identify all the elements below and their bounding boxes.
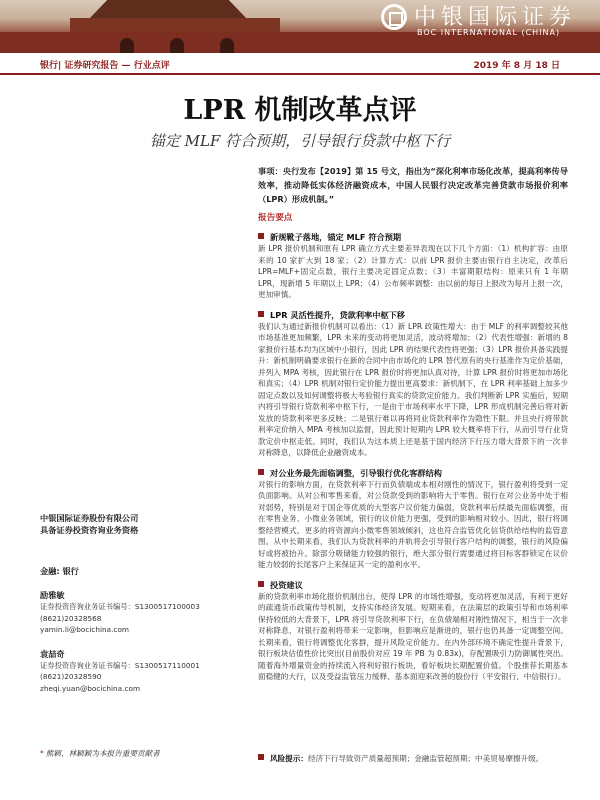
square-bullet-icon xyxy=(258,581,264,587)
summary-heading: 报告要点 xyxy=(258,213,293,223)
section-heading: LPR 灵活性提升，贷款利率中枢下移 xyxy=(258,309,568,321)
logo-english-name: BOC INTERNATIONAL (CHINA) xyxy=(417,28,561,37)
report-header-bar xyxy=(0,55,600,75)
asterisk-icon: * xyxy=(40,749,44,758)
analyst-card xyxy=(40,649,240,695)
analyst-card xyxy=(40,590,240,636)
section-2 xyxy=(258,309,568,459)
section-3 xyxy=(258,467,568,571)
section-1 xyxy=(258,231,568,301)
analyst-cert: 证券投资咨询业务证书编号：S1300517100003 xyxy=(40,602,200,611)
sector-label: 金融: 银行 xyxy=(40,566,79,576)
page-title: LPR 机制改革点评 xyxy=(183,95,417,126)
section-heading: 新规靴子落地，锚定 MLF 符合预期 xyxy=(258,231,568,243)
section-body: 我们认为通过新报价机制可以看出：（1）新 LPR 政策性增大：由于 MLF 的利率调整较其他市场基准更加频繁，LPR 未来的变动将更加灵活，波动将增加；（2）代表性增强：新增的 8 家报价行基本均为区域中小银行，因此 LPR 的结果代表性将更强；（3）LPR 报价具备实践提升：新机制明确要求银行在新的合同中由市场化的 LPR 替代原有的央行基准作为定价基础，并列入 MPA 考核，因此银行在 LPR 报价时将更加认真对待，计算 LPR 报价时将更加市场化和真实；（4）LPR 机制对银行定价能力提出更高要求：新机制下，在 LPR 利率基础上加多少固定点数以及如何调整将极大考验银行真实的贷款定价能力。我们判断新 LPR 实施后，短期内将引导银行贷款利率中枢下行，一是由于市场利率水平下降，LPR 形成机制完善后将对新发放的贷款利率更多反映；二是银行难以再将同业贷款利率作为隐性下限。并且央行将带款利率定价纳入 MPA 考核加以监督，因此预计短期内 LPR 较大概率将下行，从而引导行业贷款定价中枢走低。同时，我们认为这本质上还是基于国内经济下行压力增大背景下的一次非对称降息，以降低企业融资成本。 xyxy=(258,321,568,458)
page-subtitle: 锚定 MLF 符合预期，引导银行贷款中枢下行 xyxy=(149,132,451,150)
analyst-phone: (8621)20328568 xyxy=(40,613,102,623)
square-bullet-icon xyxy=(258,233,264,239)
palace-gate-image xyxy=(170,38,184,53)
square-bullet-icon xyxy=(258,754,264,760)
contributors-footnote: * 熊颖、林颖颖为本报告重要贡献者 xyxy=(40,749,160,758)
section-4 xyxy=(258,579,568,683)
report-date: 2019 年 8 月 18 日 xyxy=(473,61,560,71)
section-body: 对银行的影响方面，在贷款利率下行而负债端成本相对刚性的情况下，银行盈利将受到一定负面影响。从对公和零售来看，对公贷款受到的影响将大于零售。银行在对公业务中处于相对弱势，特别是对于国企等优质的大型客户议价能力偏弱，贷款利率后续最先面临调整，而在零售业务、小微业务领域，银行的议价能力更强，受到的影响相对较小。因此，银行将调整经营模式，更多的将资源向小微零售领域倾斜，这也符合监管优化信贷供给结构的监管意图。从中长期来看，我们认为贷款利率的并轨将会引导银行客户结构的调整，银行的风险偏好或将被抬升。除部分吸储能力较强的银行，绝大部分银行需要通过将目标客群锁定在议价能力较弱的长尾客户上来保证其一定的盈利水平。 xyxy=(258,479,568,570)
risk-label: 风险提示： xyxy=(270,754,308,763)
analyst-phone: (8621)20328590 xyxy=(40,672,102,681)
breadcrumb: 银行| 证券研究报告 — 行业点评 xyxy=(40,61,170,71)
analyst-name: 励雅敏 xyxy=(40,590,65,600)
left-sidebar xyxy=(40,512,240,759)
lede-paragraph: 事项：央行发布【2019】第 15 号文，指出为“深化利率市场化改革，提高利率传导效率，推动降低实体经济融资成本，中国人民银行决定改革完善贷款市场报价利率（LPR）形成机制。” xyxy=(258,166,568,204)
main-column xyxy=(258,164,568,683)
company-logo xyxy=(354,0,600,40)
analyst-email[interactable]: yamin.li@bocichina.com xyxy=(40,625,130,634)
palace-gate-image xyxy=(220,38,234,53)
palace-gate-image xyxy=(120,38,134,53)
risk-text: 经济下行导致资产质量超预期；金融监管超预期；中美贸易摩擦升级。 xyxy=(307,754,544,763)
section-heading: 对公业务最先面临调整，引导银行优化客群结构 xyxy=(258,467,568,479)
header-banner xyxy=(0,0,600,53)
bank-logo-icon xyxy=(381,4,407,30)
analyst-cert: 证券投资咨询业务证书编号：S1300517110001 xyxy=(40,660,200,670)
section-heading: 投资建议 xyxy=(258,579,568,591)
analyst-email[interactable]: zheqi.yuan@bocichina.com xyxy=(40,683,141,693)
org-qualification: 具备证券投资咨询业务资格 xyxy=(40,525,139,535)
logo-chinese-name: 中银国际证券 xyxy=(414,5,577,30)
palace-roof-image xyxy=(88,0,248,20)
analyst-name: 袁喆奇 xyxy=(40,648,65,659)
square-bullet-icon xyxy=(258,311,264,317)
org-name: 中银国际证券股份有限公司 xyxy=(40,513,139,523)
square-bullet-icon xyxy=(258,469,264,475)
section-body: 新的贷款利率市场化报价机制出台，使得 LPR 的市场性增强，变动将更加灵活，有利于更好的疏通货币政策传导机制，支持实体经济发展。短期来看，在法策层的政策引导和市场利率保持较低的大背景下，LPR 将引导贷款利率下行，在负债端相对刚性情况下，相当于一次非对称降息，对银行盈利将带来一定影响，但影响应是渐进的，银行也仍具备一定调整空间。长期来看，银行将调整优化客群，提升风险定价能力。在内外部环境不确定性提升背景下，银行板块估值性价比突出(目前股价对应 19 年 PB 为 0.83x)，存配置吸引力防御属性突出。随着海外增量资金的持续流入将利好银行板块，看好板块长期配置价值。个股推荐长期基本面稳健的大行，以及受益监管压力缓释、基本面迎来改善的股份行（平安银行、中信银行）。 xyxy=(258,591,568,682)
section-body: 新 LPR 报价机制和原有 LPR 确立方式主要差异表现在以下几个方面：（1）机构扩容：由原来的 10 家扩大到 18 家；（2）计算方式：以前 LPR 报价主要由银行自主决定，改革后 LPR=MLF+固定点数，银行主要决定固定点数；（3）丰富期限结构：原来只有 1 年期 LPR，现新增 5 年期以上 LPR；（4）公布频率调整：由以前的每日上报改为每月上报一次，更加审慎。 xyxy=(258,244,568,300)
risk-warning xyxy=(258,753,568,765)
palace-hall-image xyxy=(70,18,280,32)
